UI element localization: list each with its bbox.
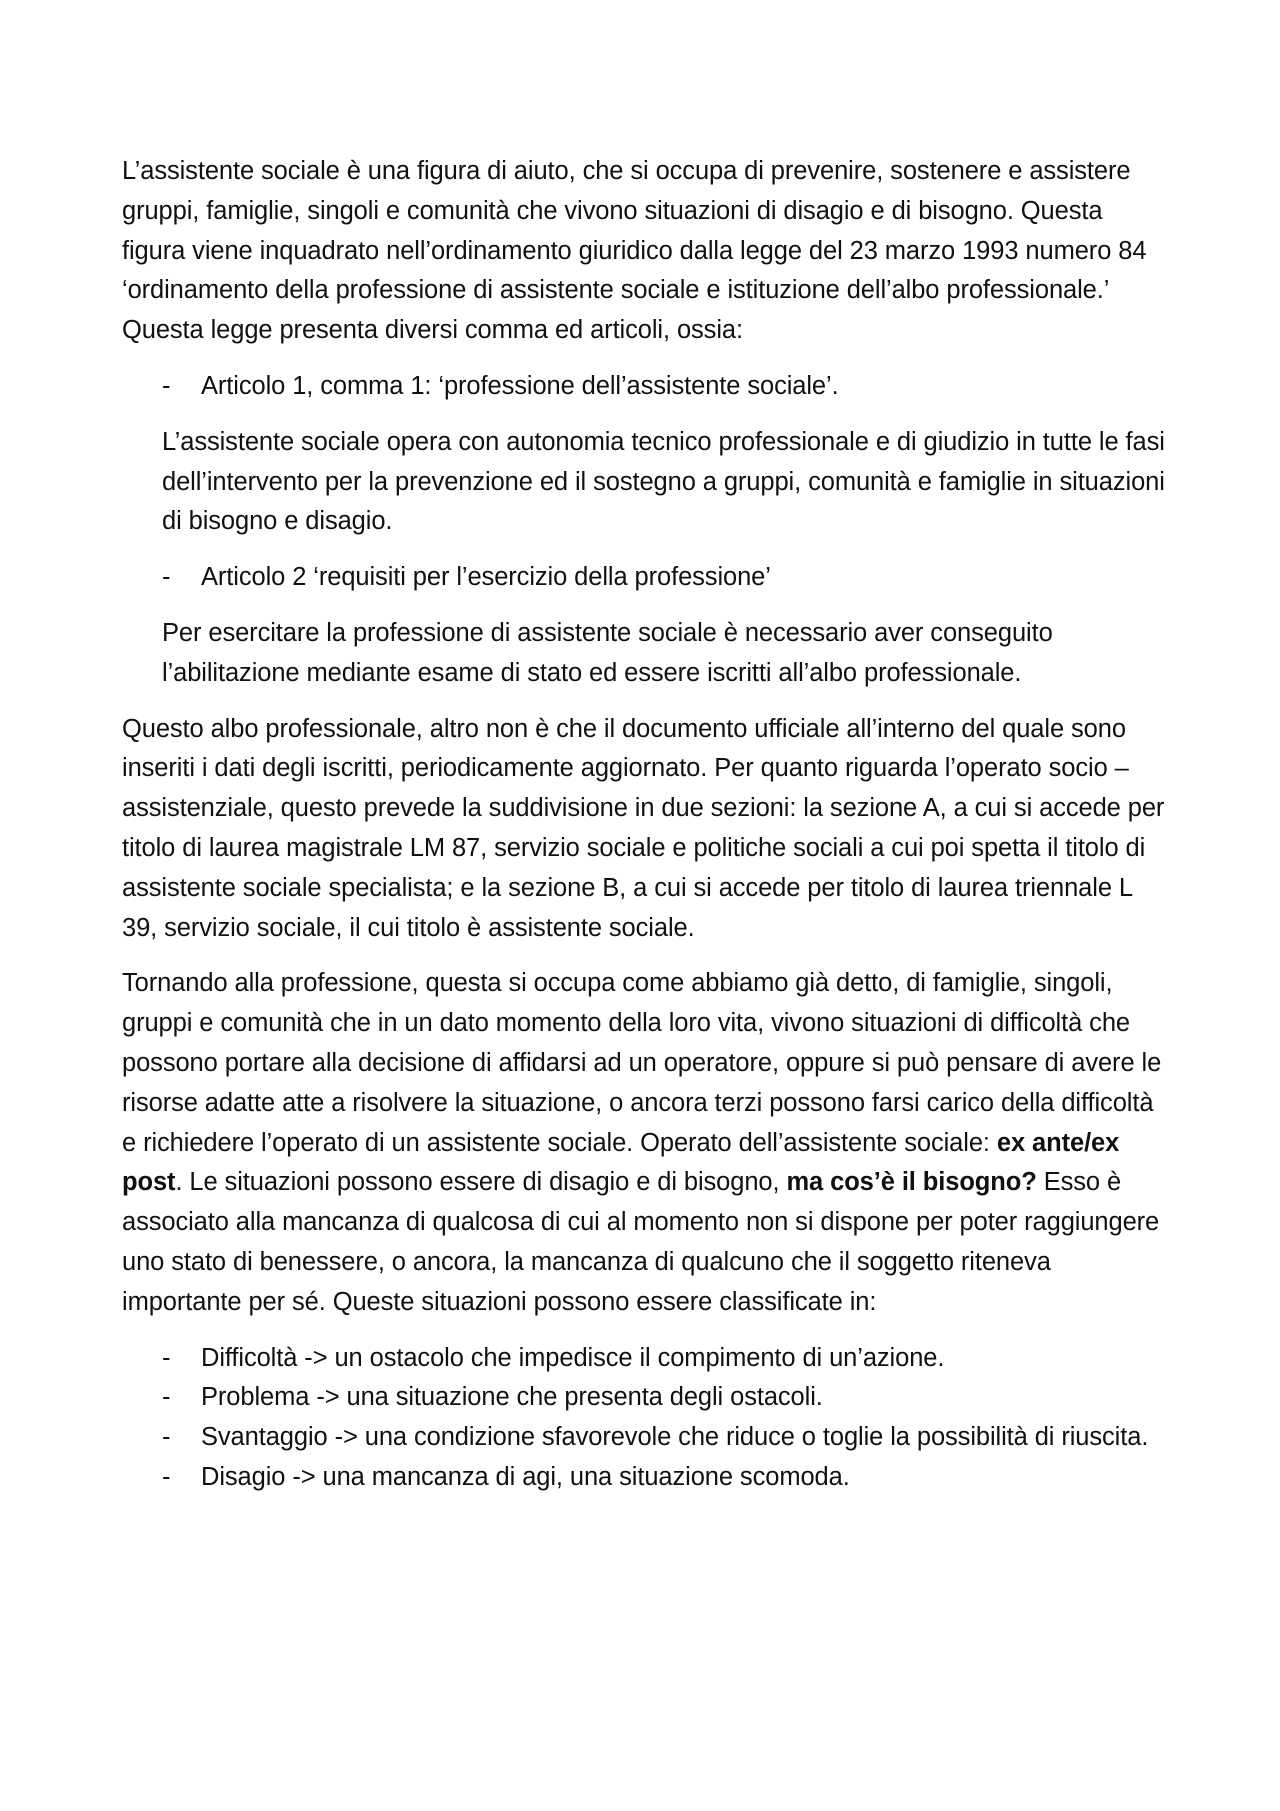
list-dash: - bbox=[162, 1462, 171, 1491]
professione-text-3: Esso è associato alla mancanza di qualcosa di cui al momento non si dispone per poter raggiungere uno stato di benessere, o ancora, la mancanza di qualcuno che il soggetto riteneva importante per sé. Queste situazioni possono essere classificate in: bbox=[122, 1168, 1160, 1316]
article-2-body: Per esercitare la professione di assistente sociale è necessario aver conseguito l’abilitazione mediante esame di stato ed essere iscritti all’albo professionale. bbox=[162, 618, 1053, 687]
list-dash: - bbox=[162, 1383, 171, 1412]
article-1-heading bbox=[122, 367, 1167, 407]
classification-list bbox=[122, 1339, 1167, 1498]
list-item-text: Svantaggio -> una condizione sfavorevole che riduce o toglie la possibilità di riuscita. bbox=[201, 1423, 1149, 1452]
list-item-text: Difficoltà -> un ostacolo che impedisce il compimento di un’azione. bbox=[201, 1343, 945, 1372]
list-dash: - bbox=[162, 1423, 171, 1452]
article-2-heading-text: Articolo 2 ‘requisiti per l’esercizio della professione’ bbox=[201, 563, 771, 592]
intro-paragraph: L’assistente sociale è una figura di aiuto, che si occupa di prevenire, sostenere e assistere gruppi, famiglie, singoli e comunità che vivono situazioni di disagio e di bisogno. Questa figura viene inquadrato nell’ordinamento giuridico dalla legge del 23 marzo 1993 numero 84 ‘ordinamento della professione di assistente sociale e istituzione dell’albo professionale.’ Questa legge presenta diversi comma ed articoli, ossia: bbox=[122, 157, 1147, 345]
article-1-body: L’assistente sociale opera con autonomia tecnico professionale e di giudizio in tutte le fasi dell’intervento per la prevenzione ed il sostegno a gruppi, comunità e famiglie in situazioni di bisogno e disagio. bbox=[162, 427, 1165, 536]
albo-paragraph: Questo albo professionale, altro non è che il documento ufficiale all’interno del quale sono inseriti i dati degli iscritti, periodicamente aggiornato. Per quanto riguarda l’operato socio – assistenziale, questo prevede la suddivisione in due sezioni: la sezione A, a cui si accede per titolo di laurea magistrale LM 87, servizio sociale e politiche sociali a cui poi spetta il titolo di assistente sociale specialista; e la sezione B, a cui si accede per titolo di laurea triennale L 39, servizio sociale, il cui titolo è assistente sociale. bbox=[122, 714, 1165, 942]
list-item bbox=[122, 1378, 1167, 1418]
list-item bbox=[122, 1458, 1167, 1498]
list-item-text: Problema -> una situazione che presenta degli ostacoli. bbox=[201, 1383, 823, 1412]
professione-text-1: Tornando alla professione, questa si occupa come abbiamo già detto, di famiglie, singoli, gruppi e comunità che in un dato momento della loro vita, vivono situazioni di difficoltà che possono portare alla decisione di affidarsi ad un operatore, oppure si può pensare di avere le risorse adatte atte a risolvere la situazione, o ancora terzi possono farsi carico della difficoltà e richiedere l’operato di un assistente sociale. Operato dell’assistente sociale: bbox=[122, 969, 1162, 1157]
list-item bbox=[122, 1339, 1167, 1379]
article-2-heading bbox=[122, 558, 1167, 598]
article-1-list bbox=[122, 367, 1167, 407]
article-1-heading-text: Articolo 1, comma 1: ‘professione dell’assistente sociale’. bbox=[201, 371, 839, 400]
professione-paragraph bbox=[122, 964, 1167, 1322]
list-dash: - bbox=[162, 371, 171, 400]
document-page bbox=[122, 152, 1167, 1514]
list-item bbox=[122, 1418, 1167, 1458]
list-dash: - bbox=[162, 1343, 171, 1372]
ex-ante-ex-post-bold: ex ante/ex post bbox=[122, 1128, 1120, 1197]
list-dash: - bbox=[162, 563, 171, 592]
list-item-text: Disagio -> una mancanza di agi, una situazione scomoda. bbox=[201, 1462, 850, 1491]
bisogno-question-bold: ma cos’è il bisogno? bbox=[786, 1168, 1037, 1197]
article-2-list bbox=[122, 558, 1167, 598]
professione-text-2: . Le situazioni possono essere di disagio e di bisogno, bbox=[175, 1168, 787, 1197]
